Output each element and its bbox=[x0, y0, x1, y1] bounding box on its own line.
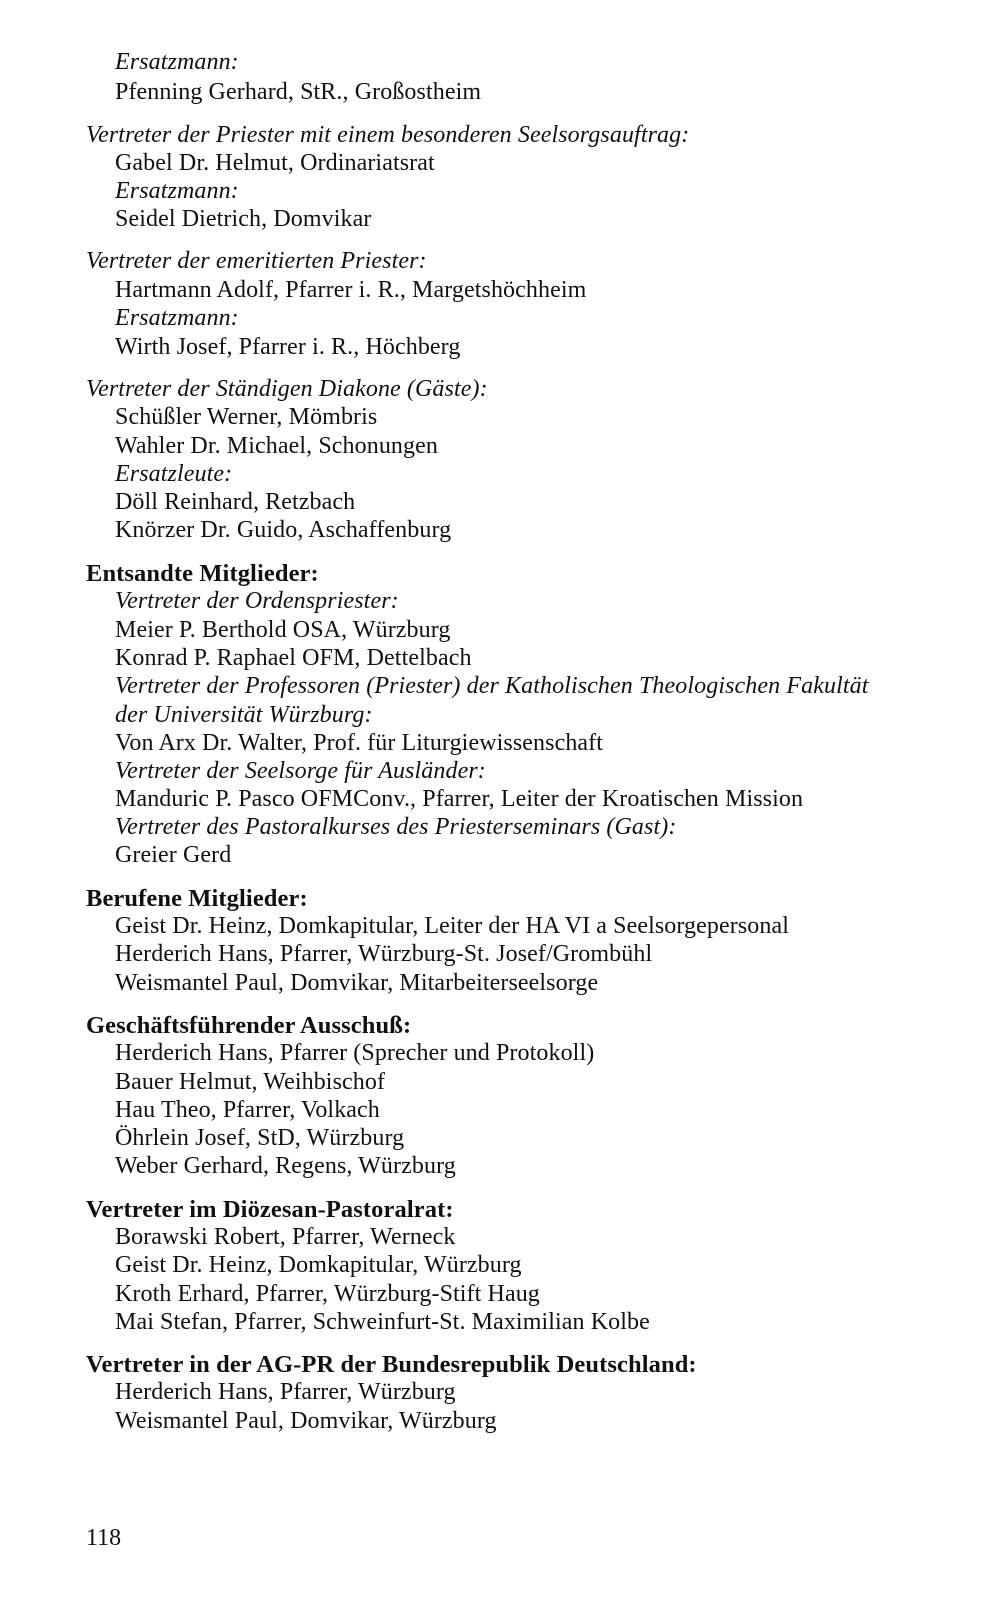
member-entry: Weber Gerhard, Regens, Würzburg bbox=[115, 1153, 456, 1179]
section-heading: Berufene Mitglieder: bbox=[86, 885, 308, 912]
substitute-label: Ersatzleute: bbox=[115, 461, 233, 487]
member-entry: Knörzer Dr. Guido, Aschaffenburg bbox=[115, 517, 452, 543]
member-entry: Meier P. Berthold OSA, Würzburg bbox=[115, 617, 451, 643]
member-entry: Borawski Robert, Pfarrer, Werneck bbox=[115, 1224, 456, 1250]
subsection-heading: Vertreter der Priester mit einem besonderen Seelsorgsauftrag: bbox=[86, 122, 690, 148]
member-entry: Mai Stefan, Pfarrer, Schweinfurt-St. Maximilian Kolbe bbox=[115, 1309, 650, 1335]
subsection-heading-continued: der Universität Würzburg: bbox=[115, 702, 373, 728]
member-entry: Geist Dr. Heinz, Domkapitular, Leiter der HA VI a Seelsorgepersonal bbox=[115, 913, 790, 939]
member-entry: Seidel Dietrich, Domvikar bbox=[115, 206, 372, 232]
member-entry: Weismantel Paul, Domvikar, Mitarbeiterseelsorge bbox=[115, 970, 599, 996]
member-entry: Herderich Hans, Pfarrer, Würzburg bbox=[115, 1379, 456, 1405]
member-entry: Wirth Josef, Pfarrer i. R., Höchberg bbox=[115, 334, 461, 360]
subsection-heading: Vertreter der Seelsorge für Ausländer: bbox=[115, 758, 486, 784]
member-entry: Herderich Hans, Pfarrer, Würzburg-St. Josef/Grombühl bbox=[115, 941, 653, 967]
subsection-heading: Vertreter der Ständigen Diakone (Gäste): bbox=[86, 376, 488, 402]
member-entry: Öhrlein Josef, StD, Würzburg bbox=[115, 1125, 405, 1151]
member-entry: Gabel Dr. Helmut, Ordinariatsrat bbox=[115, 150, 435, 176]
member-entry: Weismantel Paul, Domvikar, Würzburg bbox=[115, 1408, 497, 1434]
member-entry: Bauer Helmut, Weihbischof bbox=[115, 1069, 386, 1095]
member-entry: Pfenning Gerhard, StR., Großostheim bbox=[115, 79, 482, 105]
subsection-heading: Vertreter der emeritierten Priester: bbox=[86, 248, 427, 274]
member-entry: Wahler Dr. Michael, Schonungen bbox=[115, 433, 438, 459]
member-entry: Kroth Erhard, Pfarrer, Würzburg-Stift Haug bbox=[115, 1281, 540, 1307]
section-heading: Entsandte Mitglieder: bbox=[86, 560, 319, 587]
section-heading: Vertreter im Diözesan-Pastoralrat: bbox=[86, 1196, 454, 1223]
subsection-heading: Vertreter der Ordenspriester: bbox=[115, 588, 399, 614]
member-entry: Hartmann Adolf, Pfarrer i. R., Margetshöchheim bbox=[115, 277, 587, 303]
subsection-heading: Vertreter des Pastoralkurses des Priesterseminars (Gast): bbox=[115, 814, 677, 840]
substitute-label: Ersatzmann: bbox=[115, 305, 239, 331]
member-entry: Schüßler Werner, Mömbris bbox=[115, 404, 378, 430]
substitute-label: Ersatzmann: bbox=[115, 49, 239, 75]
member-entry: Manduric P. Pasco OFMConv., Pfarrer, Leiter der Kroatischen Mission bbox=[115, 786, 804, 812]
member-entry: Geist Dr. Heinz, Domkapitular, Würzburg bbox=[115, 1252, 522, 1278]
section-heading: Geschäftsführender Ausschuß: bbox=[86, 1012, 412, 1039]
member-entry: Herderich Hans, Pfarrer (Sprecher und Protokoll) bbox=[115, 1040, 595, 1066]
member-entry: Konrad P. Raphael OFM, Dettelbach bbox=[115, 645, 472, 671]
section-heading: Vertreter in der AG-PR der Bundesrepublik Deutschland: bbox=[86, 1351, 697, 1378]
member-entry: Döll Reinhard, Retzbach bbox=[115, 489, 356, 515]
member-entry: Hau Theo, Pfarrer, Volkach bbox=[115, 1097, 380, 1123]
substitute-label: Ersatzmann: bbox=[115, 178, 239, 204]
member-entry: Von Arx Dr. Walter, Prof. für Liturgiewissenschaft bbox=[115, 730, 604, 756]
subsection-heading: Vertreter der Professoren (Priester) der Katholischen Theologischen Fakultät bbox=[115, 673, 869, 699]
member-entry: Greier Gerd bbox=[115, 842, 232, 868]
page-number: 118 bbox=[86, 1525, 122, 1551]
